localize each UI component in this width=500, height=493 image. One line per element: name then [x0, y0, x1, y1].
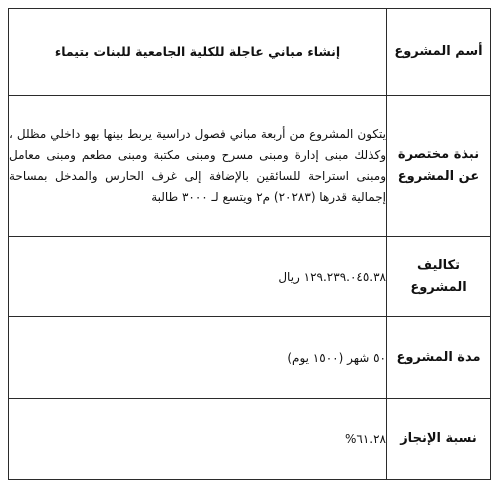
project-info-table	[8, 8, 491, 480]
table-row-project-duration	[9, 317, 491, 399]
project-duration-value: ٥٠ شهر (١٥٠٠ يوم)	[9, 317, 387, 399]
project-name-value: إنشاء مباني عاجلة للكلية الجامعية للبنات بتيماء	[9, 9, 387, 96]
project-name-label: أسم المشروع	[387, 9, 491, 96]
project-description-label: نبذة مختصرة عن المشروع	[387, 96, 491, 237]
project-progress-value: ٦١.٢٨%	[9, 399, 387, 480]
project-duration-label: مدة المشروع	[387, 317, 491, 399]
project-description-value: يتكون المشروع من أربعة مباني فصول دراسية يربط بينها بهو داخلي مظلل ، وكذلك مبنى إدارة ومبنى مسرح ومبنى مكتبة ومبنى مطعم ومبنى معامل ومبنى استراحة للسائقين بالإضافة إلى غرف الحارس والمدخل بمساحة إجمالية قدرها (٢٠٢٨٣) م٢ ويتسع لـ ٣٠٠٠ طالبة	[9, 96, 387, 237]
table-row-project-cost	[9, 237, 491, 317]
project-progress-label: نسبة الإنجاز	[387, 399, 491, 480]
table-row-project-name	[9, 9, 491, 96]
project-cost-label: تكاليف المشروع	[387, 237, 491, 317]
table-row-project-progress	[9, 399, 491, 480]
table-row-project-description	[9, 96, 491, 237]
project-cost-value: ١٢٩.٢٣٩.٠٤٥.٣٨ ريال	[9, 237, 387, 317]
